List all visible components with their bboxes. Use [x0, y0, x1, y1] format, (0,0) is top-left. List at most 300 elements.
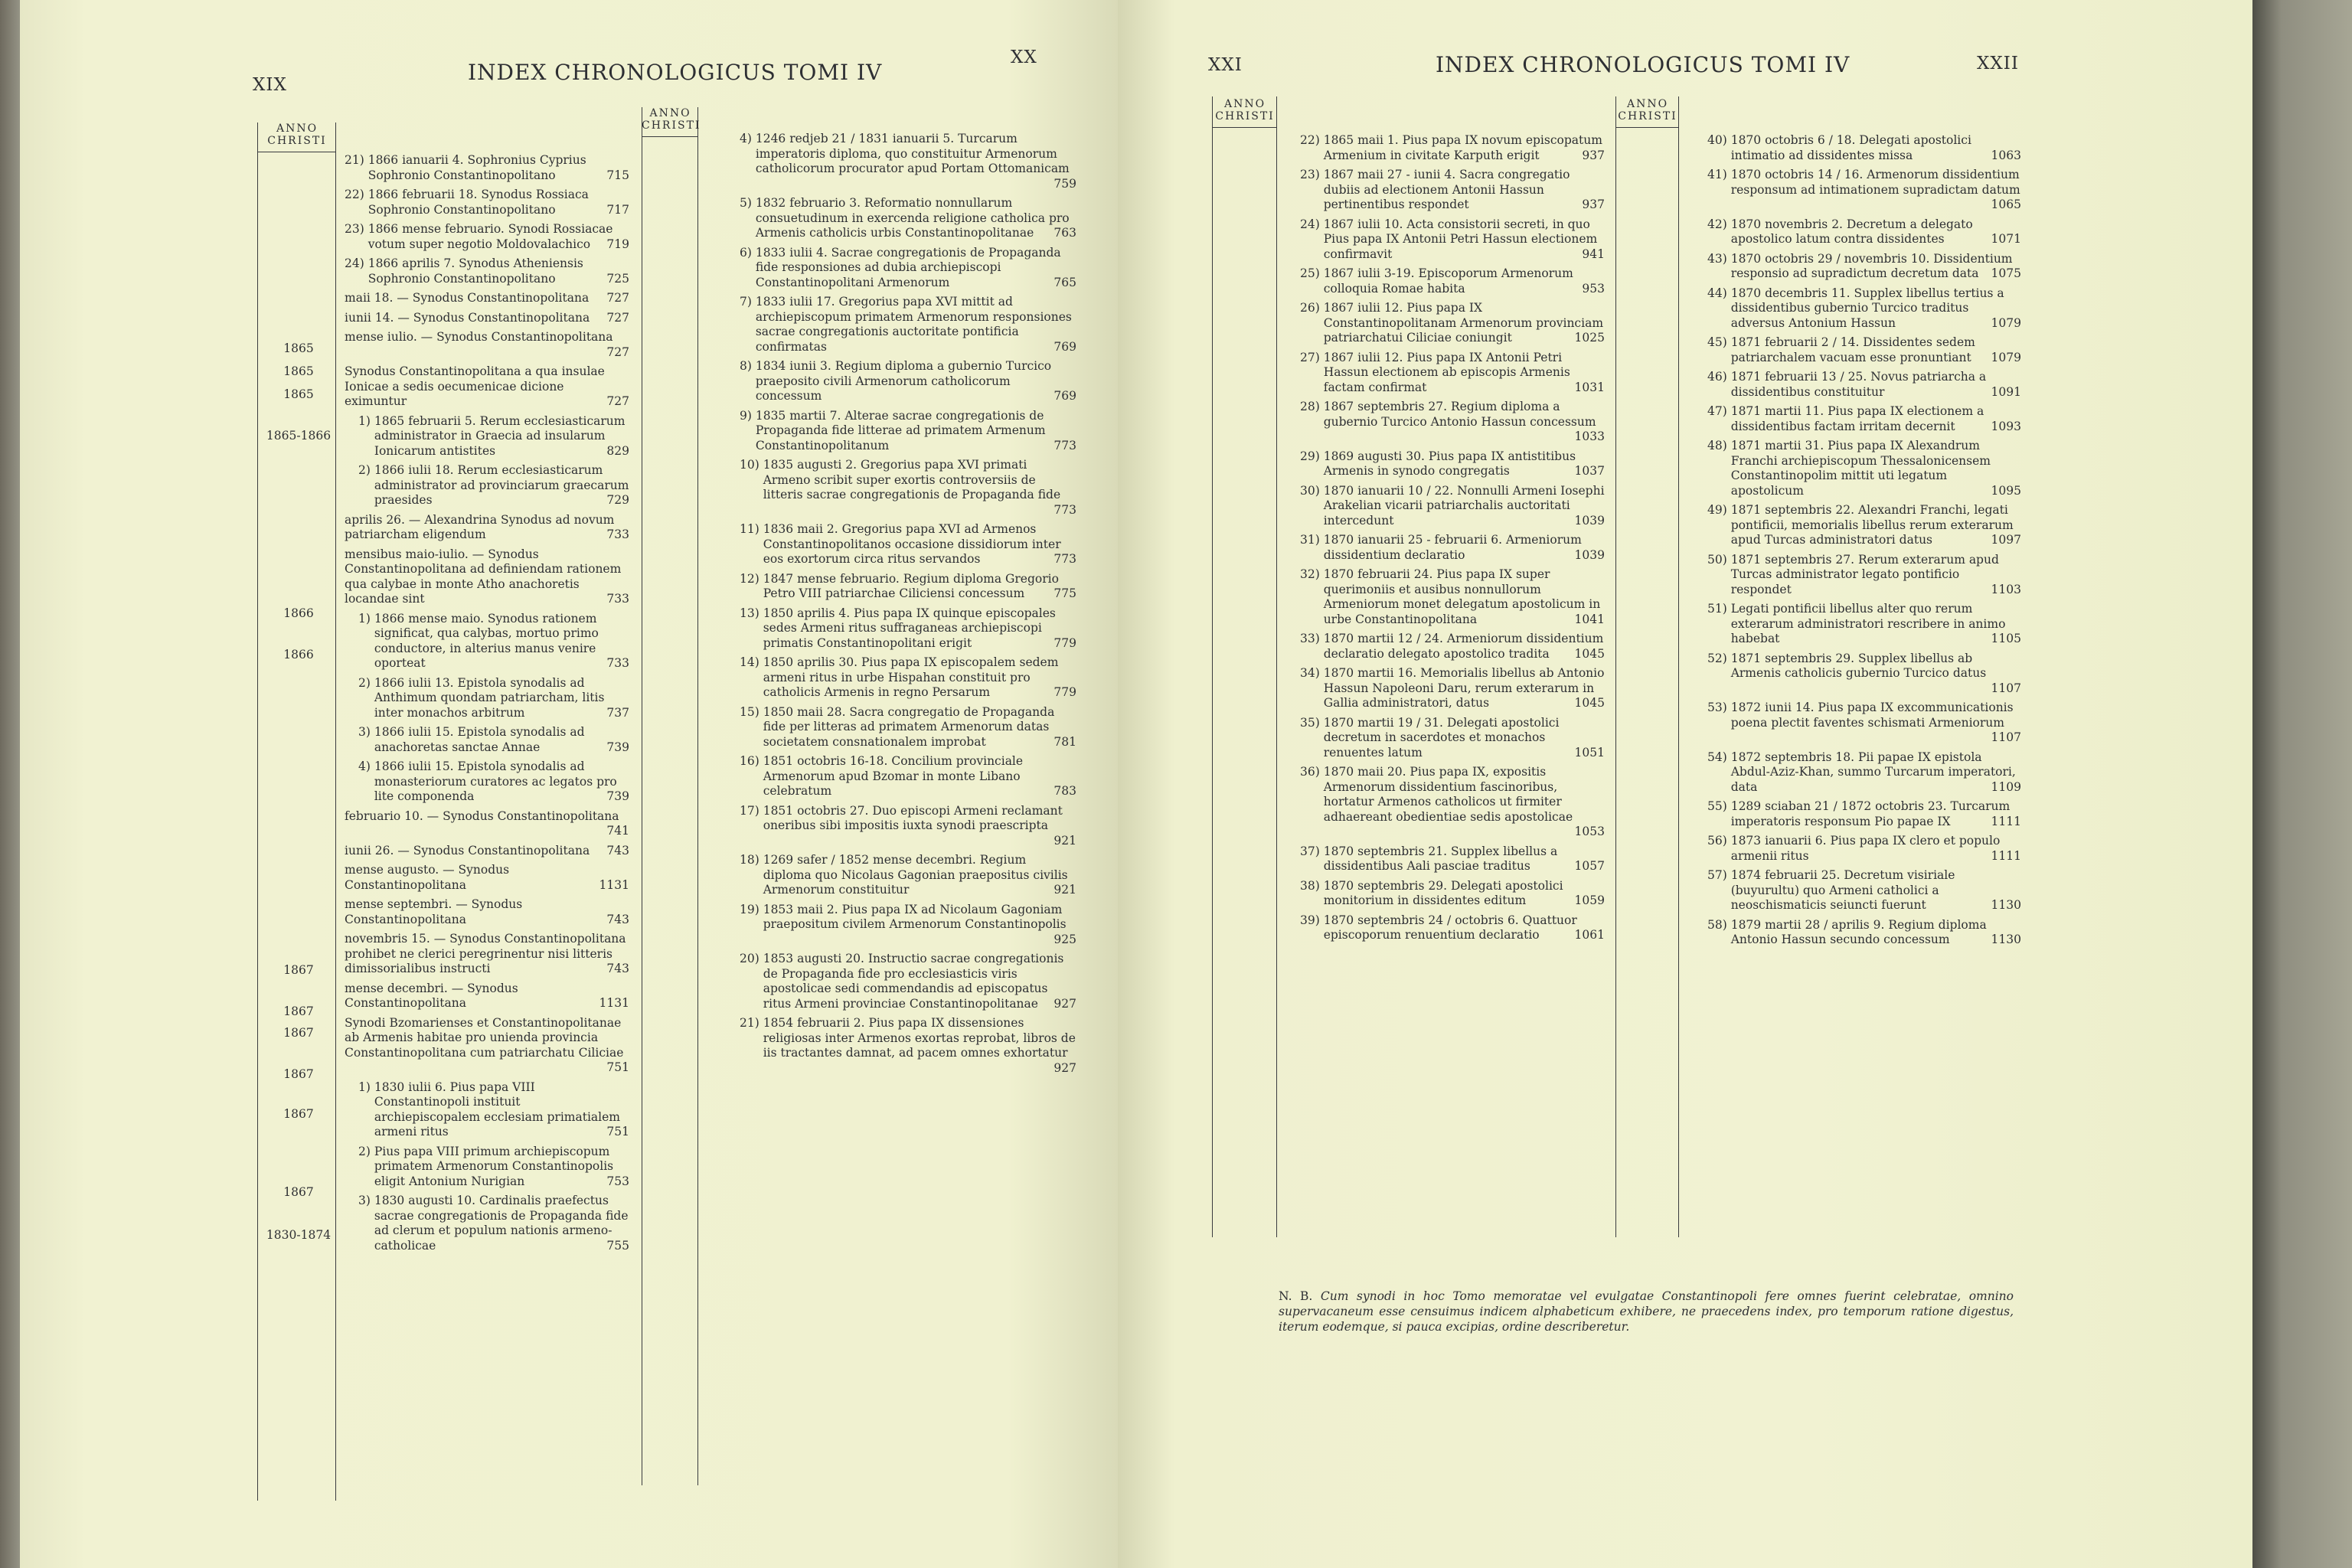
entry-text: [345, 932, 629, 977]
entry-number: 45): [1707, 335, 1731, 349]
page-reference: 775: [1054, 586, 1076, 600]
page-reference: 1059: [1574, 893, 1605, 907]
page-reference: 1091: [1991, 384, 2021, 399]
page-reference: 937: [1582, 198, 1605, 211]
year-label: 1867: [283, 1185, 314, 1199]
year-label: 1830-1874: [266, 1228, 332, 1242]
entry-text: [368, 153, 629, 183]
page-reference: 751: [606, 1125, 629, 1138]
entry-text: [1324, 301, 1605, 346]
running-title-left: INDEX CHRONOLOGICUS TOMI IV: [468, 60, 883, 85]
page-reference: 1131: [599, 996, 629, 1010]
entry-text: [1324, 844, 1605, 874]
year-label: 1865: [283, 364, 314, 378]
entry-description: novembris 15. — Synodus Constantinopolitana prohibet ne clerici peregrinentur nisi litteris dimissorialibus instructi: [345, 932, 626, 975]
page-reference: 727: [606, 345, 629, 359]
entry-number: 22): [1300, 133, 1324, 147]
entry-description: 1870 octobris 6 / 18. Delegati apostolici intimatio ad dissidentes missa: [1730, 133, 1971, 162]
entry-description: 1867 iulii 12. Pius papa IX Constantinopolitanam Armenorum provinciam patriarchatui Ciliciae coniungit: [1323, 301, 1604, 345]
index-entry: [345, 222, 629, 252]
page-reference: 1109: [1991, 779, 2021, 794]
folio-facing: XXI: [1208, 55, 1243, 75]
page-reference: 1039: [1574, 513, 1605, 528]
entry-description: 1867 iulii 10. Acta consistorii secreti, in quo Pius papa IX Antonii Petri Hassun electionem confirmavit: [1323, 217, 1598, 261]
entry-description: 1833 iulii 17. Gregorius papa XVI mittit ad archiepiscopum primatem Armenorum responsiones sacrae congregationis auctoritate pontificia confirmatas: [755, 295, 1072, 354]
entry-text: [756, 359, 1076, 404]
entry-number: 23): [345, 222, 368, 236]
entry-number: 43): [1707, 251, 1731, 266]
index-entry: [345, 982, 629, 1011]
entry-number: 2): [358, 675, 374, 690]
entry-description: Synodus Constantinopolitana a qua insulae Ionicae a sedis oecumenicae dicione eximuntur: [345, 364, 605, 408]
index-entry: [1300, 879, 1605, 909]
entry-text: [756, 132, 1076, 191]
index-column-2: [740, 132, 1076, 1080]
index-entry: [345, 188, 629, 217]
entry-description: 1866 ianuarii 4. Sophronius Cyprius Sophronio Constantinopolitano: [368, 153, 586, 182]
page-reference: 921: [1054, 833, 1076, 848]
index-entry: [740, 1016, 1076, 1076]
page-reference: 1105: [1991, 632, 2021, 645]
entry-text: [1731, 286, 2021, 332]
entry-text: [1731, 217, 2021, 247]
page-reference: 779: [1054, 685, 1076, 699]
entry-description: 1866 iulii 13. Epistola synodalis ad Anthimum quondam patriarcham, litis inter monachos arbitrum: [374, 675, 605, 720]
entry-number: 39): [1300, 913, 1324, 927]
page-reference: 727: [606, 394, 629, 408]
entry-description: 1870 septembris 29. Delegati apostolici monitorium in dissidentes editum: [1323, 878, 1563, 907]
running-title-right: INDEX CHRONOLOGICUS TOMI IV: [1436, 52, 1851, 77]
entry-description: 1870 ianuarii 25 - februarii 6. Armeniorum dissidentium declaratio: [1323, 533, 1582, 562]
entry-number: 47): [1707, 404, 1731, 418]
entry-text: [345, 547, 629, 607]
entry-number: 5): [740, 196, 756, 210]
entry-number: 56): [1707, 834, 1731, 848]
index-entry: [1707, 868, 2021, 913]
entry-text: [1324, 449, 1605, 479]
entry-text: [763, 606, 1076, 652]
entry-text: [763, 804, 1076, 849]
entry-number: 2): [358, 1144, 374, 1158]
page-reference: 1039: [1574, 547, 1605, 562]
entry-number: 19): [740, 902, 763, 916]
entry-text: [1731, 404, 2021, 434]
entry-description: 1867 iulii 12. Pius papa IX Antonii Petri Hassun electionem ab episcopis Armenis factam confirmat: [1323, 350, 1570, 394]
index-entry: [1707, 404, 2021, 434]
index-entry: [345, 256, 629, 286]
page-reference: 727: [606, 310, 629, 325]
page-reference: 769: [1054, 339, 1076, 354]
entry-number: 58): [1707, 917, 1731, 932]
entry-number: 4): [358, 760, 374, 773]
entry-description: 1867 maii 27 - iunii 4. Sacra congregatio dubiis ad electionem Antonii Hassun pertinentibus respondet: [1323, 168, 1570, 211]
page-reference: 953: [1582, 281, 1605, 296]
entry-description: 1866 iulii 18. Rerum ecclesiasticarum administrator ad provinciarum graecarum praesides: [374, 463, 629, 507]
entry-text: [345, 311, 629, 326]
page-reference: 1063: [1991, 148, 2021, 162]
index-entry: [1707, 602, 2021, 647]
entry-description: 1871 septembris 22. Alexandri Franchi, legati pontificii, memorialis libellus rerum exterarum apud Turcas administratori datus: [1730, 503, 2014, 547]
index-entry: [1300, 484, 1605, 529]
entry-number: 35): [1300, 715, 1324, 730]
entry-number: 15): [740, 704, 763, 719]
page-reference: 755: [606, 1238, 629, 1253]
entry-description: mense septembri. — Synodus Constantinopolitana: [345, 897, 523, 926]
entry-text: [763, 903, 1076, 948]
index-entry: [345, 676, 629, 721]
index-entry: [740, 522, 1076, 567]
entry-text: [374, 725, 629, 755]
entry-description: 1872 iunii 14. Pius papa IX excommunicationis poena plectit faventes schismati Armeniorum: [1730, 701, 2014, 730]
entry-text: [763, 705, 1076, 750]
entry-description: 1870 martii 19 / 31. Delegati apostolici decretum in sacerdotes et monachos renuentes latum: [1323, 715, 1560, 760]
index-entry: [1300, 266, 1605, 296]
anno-header-2: ANNO CHRISTI: [642, 107, 701, 132]
entry-number: 55): [1707, 799, 1731, 813]
entry-number: 57): [1707, 868, 1731, 882]
index-entry: [1707, 286, 2021, 332]
rule: [1615, 96, 1616, 1237]
entry-number: 37): [1300, 844, 1324, 858]
page-reference: 1037: [1574, 464, 1605, 478]
entry-description: 1851 octobris 16-18. Concilium provinciale Armenorum apud Bzomar in monte Libano celebratum: [763, 754, 1024, 798]
entry-description: 1872 septembris 18. Pii papae IX epistola Abdul-Aziz-Khan, summo Turcarum imperatori, data: [1730, 750, 2016, 794]
entry-description: 1835 martii 7. Alterae sacrae congregationis de Propaganda fide litterae ad primatem Armenum Constantinopolitanum: [755, 408, 1046, 452]
entry-description: Legati pontificii libellus alter quo rerum exterarum administratori rescribere in animo habebat: [1730, 602, 2006, 645]
entry-number: 46): [1707, 370, 1731, 384]
page-reference: 753: [606, 1174, 629, 1188]
page-reference: 941: [1582, 247, 1605, 261]
year-label: 1867: [283, 1067, 314, 1081]
entry-text: [374, 1080, 629, 1140]
folio-left: XIX: [253, 75, 287, 95]
index-entry: [345, 932, 629, 977]
index-entry: [1300, 133, 1605, 163]
entry-description: 1850 maii 28. Sacra congregatio de Propaganda fide per litteras ad primatem Armenorum datas societatem consnationalem improbat: [763, 704, 1055, 749]
year-label: 1866: [283, 606, 314, 620]
entry-description: 1867 iulii 3-19. Episcoporum Armenorum colloquia Romae habita: [1323, 266, 1573, 296]
page-reference: 1107: [1991, 681, 2021, 695]
entry-text: [374, 463, 629, 508]
entry-description: februario 10. — Synodus Constantinopolitana: [345, 808, 619, 823]
entry-text: [345, 897, 629, 927]
index-entry: [1300, 844, 1605, 874]
entry-description: 1850 aprilis 4. Pius papa IX quinque episcopales sedes Armeni ritus suffraganeas archiepiscopi primatis Constantinopolitani erigit: [763, 606, 1056, 650]
entry-text: [1731, 834, 2021, 864]
entry-text: [374, 760, 629, 805]
page-reference: 739: [606, 740, 629, 754]
entry-number: 52): [1707, 651, 1731, 665]
entry-text: [1324, 716, 1605, 761]
entry-text: [374, 414, 629, 459]
year-label: 1866: [283, 648, 314, 662]
entry-number: 13): [740, 606, 763, 620]
entry-description: 1871 februarii 2 / 14. Dissidentes sedem patriarchalem vacuam esse pronuntiant: [1730, 335, 1975, 364]
entry-text: [1731, 133, 2021, 163]
nota-bene: [1279, 1289, 2014, 1334]
year-label: 1867: [283, 963, 314, 977]
index-entry: [1707, 217, 2021, 247]
entry-description: 1869 augusti 30. Pius papa IX antistitibus Armenis in synodo congregatis: [1323, 449, 1576, 478]
entry-text: [345, 844, 629, 859]
entry-description: 1871 februarii 13 / 25. Novus patriarcha a dissidentibus constituitur: [1730, 370, 1987, 399]
entry-text: [368, 188, 629, 217]
page-reference: 769: [1054, 389, 1076, 403]
page-reference: 921: [1054, 883, 1076, 897]
index-entry: [1300, 217, 1605, 263]
entry-number: 27): [1300, 350, 1324, 364]
index-entry: [740, 903, 1076, 948]
entry-text: [1324, 533, 1605, 563]
entry-description: iunii 14. — Synodus Constantinopolitana: [345, 310, 590, 325]
page-reference: 725: [606, 271, 629, 286]
index-entry: [1707, 834, 2021, 864]
entry-description: 1853 maii 2. Pius papa IX ad Nicolaum Gagoniam praepositum civilem Armenorum Constantinopolis: [763, 902, 1067, 931]
page-reference: 773: [1054, 502, 1076, 517]
entry-number: 12): [740, 571, 763, 586]
entry-number: 6): [740, 245, 756, 260]
entry-description: 1833 iulii 4. Sacrae congregationis de Propaganda fide responsiones ad dubia archiepiscopi Constantinopolitani Armenorum: [755, 245, 1061, 289]
index-entry: [740, 409, 1076, 454]
entry-text: [763, 522, 1076, 567]
entry-text: [1731, 168, 2021, 213]
page-reference: 1033: [1574, 430, 1605, 443]
page-reference: 1061: [1574, 928, 1605, 942]
page-reference: 1053: [1574, 825, 1605, 838]
page-reference: 733: [606, 528, 629, 541]
entry-text: [1731, 553, 2021, 598]
page-reference: 733: [606, 656, 629, 670]
year-label: 1867: [283, 1004, 314, 1018]
index-entry: [345, 513, 629, 543]
page-reference: 759: [1054, 176, 1076, 191]
rule: [642, 136, 697, 137]
index-entry: [740, 572, 1076, 602]
index-entry: [1707, 252, 2021, 282]
entry-text: [1731, 252, 2021, 282]
book-edge-right: [2251, 0, 2352, 1568]
entry-text: [756, 196, 1076, 241]
entry-description: 1269 safer / 1852 mense decembri. Regium diploma quo Nicolaus Gagonian praepositus civilis Armenorum constituitur: [763, 853, 1068, 897]
page-reference: 1093: [1991, 419, 2021, 433]
entry-number: 38): [1300, 878, 1324, 893]
entry-description: mense augusto. — Synodus Constantinopolitana: [345, 863, 510, 892]
entry-number: 10): [740, 458, 763, 472]
index-entry: [1300, 765, 1605, 840]
page-reference: 1111: [1991, 814, 2021, 828]
entry-text: [1731, 602, 2021, 647]
page-reference: 733: [606, 592, 629, 606]
page-reference: 763: [1054, 226, 1076, 240]
index-entry: [345, 547, 629, 607]
entry-text: [1731, 918, 2021, 948]
entry-description: 1870 martii 16. Memorialis libellus ab Antonio Hassun Napoleoni Daru, rerum exterarum in Gallia administratori, datus: [1323, 666, 1605, 710]
entry-text: [368, 256, 629, 286]
page-reference: 1111: [1991, 848, 2021, 863]
index-entry: [740, 705, 1076, 750]
index-entry: [345, 844, 629, 859]
entry-text: [1324, 266, 1605, 296]
entry-number: 21): [740, 1016, 763, 1030]
entry-text: [763, 754, 1076, 799]
entry-number: 3): [358, 725, 374, 739]
entry-description: 1870 martii 12 / 24. Armeniorum dissidentium declaratio delegato apostolico tradita: [1323, 632, 1604, 661]
page-reference: 1131: [599, 877, 629, 892]
entry-number: 1): [358, 1080, 374, 1094]
entry-description: 1865 februarii 5. Rerum ecclesiasticarum administrator in Graecia ad insularum Ionicarum antistites: [374, 413, 626, 458]
year-label: 1865: [283, 341, 314, 355]
entry-number: 44): [1707, 286, 1731, 300]
entry-description: 1866 februarii 18. Synodus Rossiaca Sophronio Constantinopolitano: [368, 188, 589, 217]
entry-description: 1870 octobris 29 / novembris 10. Dissidentium responsio ad supradictum decretum data: [1730, 251, 2013, 280]
entry-number: 54): [1707, 750, 1731, 764]
index-entry: [740, 952, 1076, 1011]
entry-description: 1870 novembris 2. Decretum a delegato apostolico latum contra dissidentes: [1730, 217, 1973, 246]
index-entry: [345, 1194, 629, 1253]
index-entry: [740, 606, 1076, 652]
page-reference: 937: [1582, 148, 1605, 162]
index-column-4: [1707, 133, 2021, 952]
index-entry: [345, 463, 629, 508]
nota-bene-label: N. B.: [1279, 1289, 1313, 1303]
page-reference: 1097: [1991, 533, 2021, 547]
index-entry: [740, 458, 1076, 518]
index-entry: [1300, 400, 1605, 445]
rule: [335, 122, 336, 1501]
entry-number: 51): [1707, 602, 1731, 616]
index-entry: [345, 1080, 629, 1140]
entry-description: 1879 martii 28 / aprilis 9. Regium diploma Antonio Hassun secundo concessum: [1730, 917, 1987, 946]
folio-right: XXII: [1977, 54, 2019, 74]
entry-description: mensibus maio-iulio. — Synodus Constantinopolitana ad definiendam rationem qua calybae in monte Atho anachoretis locandae sint: [345, 547, 622, 606]
page-reference: 773: [1054, 552, 1076, 566]
entry-text: [345, 982, 629, 1011]
rule: [1276, 96, 1277, 1237]
entry-text: [345, 330, 629, 360]
entry-number: 48): [1707, 439, 1731, 452]
index-entry: [1707, 335, 2021, 365]
page-reference: 1041: [1574, 612, 1605, 626]
index-entry: [345, 414, 629, 459]
page-reference: 717: [606, 202, 629, 217]
nota-bene-text: Cum synodi in hoc Tomo memoratae vel evulgatae Constantinopoli fere omnes fuerint celebratae, omnino supervacaneum esse censuimus indicem alphabeticum exhibere, ne praecedens index, pro temporum ratione digestus, iterum eodemque, si pauca excipias, ordine describeretur.: [1279, 1289, 2014, 1334]
entry-description: 1832 februario 3. Reformatio nonnullarum consuetudinum in exercenda religione catholica pro Armenis catholicis urbis Constantinopolitanae: [755, 196, 1070, 240]
entry-description: aprilis 26. — Alexandrina Synodus ad novum patriarcham eligendum: [345, 512, 615, 541]
entry-number: 53): [1707, 701, 1731, 714]
entry-text: [1731, 868, 2021, 913]
index-entry: [1707, 799, 2021, 829]
index-entry: [345, 1016, 629, 1076]
entry-number: 1): [358, 413, 374, 428]
entry-number: 9): [740, 408, 756, 423]
page-reference: 1130: [1991, 933, 2021, 946]
entry-text: [345, 291, 629, 306]
entry-description: 1246 redjeb 21 / 1831 ianuarii 5. Turcarum imperatoris diploma, quo constituitur Armenorum catholicorum procurator apud Portam Ottomanicam: [755, 132, 1070, 175]
entry-text: [345, 863, 629, 893]
year-label: 1867: [283, 1026, 314, 1040]
entry-number: 17): [740, 803, 763, 818]
page-reference: 1107: [1991, 730, 2021, 744]
index-entry: [1707, 503, 2021, 548]
index-entry: [1300, 449, 1605, 479]
index-entry: [1300, 533, 1605, 563]
entry-description: mense iulio. — Synodus Constantinopolitana: [345, 330, 613, 344]
entry-number: 33): [1300, 632, 1324, 645]
index-entry: [740, 359, 1076, 404]
entry-description: 1871 septembris 27. Rerum exterarum apud Turcas administrator legato pontificio respondet: [1730, 552, 1999, 596]
entry-text: [1731, 701, 2021, 746]
rule: [1615, 127, 1678, 128]
entry-description: 1866 mense maio. Synodus rationem significat, qua calybas, mortuo primo conductore, in alterius manus venire oporteat: [374, 611, 599, 670]
index-entry: [1300, 632, 1605, 662]
page-reference: 1075: [1991, 266, 2021, 280]
index-entry: [740, 132, 1076, 191]
entry-text: [1324, 400, 1605, 445]
entry-description: mense decembri. — Synodus Constantinopolitana: [345, 981, 518, 1010]
entry-number: 25): [1300, 266, 1324, 280]
index-entry: [345, 153, 629, 183]
entry-number: 23): [1300, 168, 1324, 181]
entry-number: 34): [1300, 666, 1324, 680]
index-entry: [345, 863, 629, 893]
entry-text: [1731, 439, 2021, 498]
entry-text: [756, 246, 1076, 291]
index-entry: [345, 725, 629, 755]
page-reference: 1079: [1991, 315, 2021, 330]
index-entry: [345, 612, 629, 671]
index-entry: [1300, 913, 1605, 943]
entry-description: 1870 ianuarii 10 / 22. Nonnulli Armeni Iosephi Arakelian vicarii patriarchalis auctoritati intercedunt: [1323, 483, 1605, 528]
page-reference: 715: [606, 168, 629, 182]
index-column-1: [345, 153, 629, 1258]
index-entry: [740, 853, 1076, 898]
entry-description: 1870 decembris 11. Supplex libellus tertius a dissidentibus gubernio Turcico traditus adversus Antonium Hassun: [1730, 286, 2004, 330]
index-entry: [1707, 439, 2021, 498]
page-reference: 1079: [1991, 350, 2021, 364]
page-reference: 743: [606, 912, 629, 926]
index-entry: [1300, 168, 1605, 213]
entry-number: 24): [345, 256, 368, 270]
rule: [1678, 96, 1679, 1237]
entry-number: 24): [1300, 217, 1324, 231]
page-reference: 1045: [1574, 696, 1605, 710]
entry-text: [374, 676, 629, 721]
page-reference: 1051: [1574, 745, 1605, 760]
entry-number: 2): [358, 463, 374, 477]
page-reference: 781: [1054, 734, 1076, 749]
page-reference: 783: [1054, 784, 1076, 798]
entry-description: 1847 mense februario. Regium diploma Gregorio Petro VIII patriarchae Ciliciensi concessum: [763, 571, 1059, 600]
entry-description: 1866 mense februario. Synodi Rossiacae votum super negotio Moldovalachico: [368, 222, 613, 251]
entry-description: 1834 iunii 3. Regium diploma a gubernio Turcico praeposito civili Armenorum catholicorum concessum: [755, 359, 1052, 403]
entry-number: 7): [740, 295, 756, 309]
entry-description: 1867 septembris 27. Regium diploma a gubernio Turcico Antonio Hassun concessum: [1323, 400, 1596, 429]
page-reference: 739: [606, 789, 629, 803]
entry-description: 1871 septembris 29. Supplex libellus ab Armenis catholicis gubernio Turcico datus: [1730, 651, 1987, 680]
entry-number: 21): [345, 153, 368, 167]
entry-description: 1870 septembris 21. Supplex libellus a dissidentibus Aali pasciae traditus: [1323, 844, 1558, 873]
anno-header-1: ANNO CHRISTI: [267, 122, 327, 147]
index-entry: [740, 655, 1076, 701]
page-reference: 1065: [1991, 198, 2021, 211]
entry-text: [368, 222, 629, 252]
index-entry: [1707, 918, 2021, 948]
entry-text: [1324, 133, 1605, 163]
entry-description: 1870 februarii 24. Pius papa IX super querimoniis et ausibus nonnullorum Armeniorum monet delegatum apostolicum in urbe Constantinopolitana: [1323, 567, 1601, 626]
page-reference: 1045: [1574, 646, 1605, 661]
index-entry: [345, 809, 629, 839]
entry-text: [1731, 370, 2021, 400]
